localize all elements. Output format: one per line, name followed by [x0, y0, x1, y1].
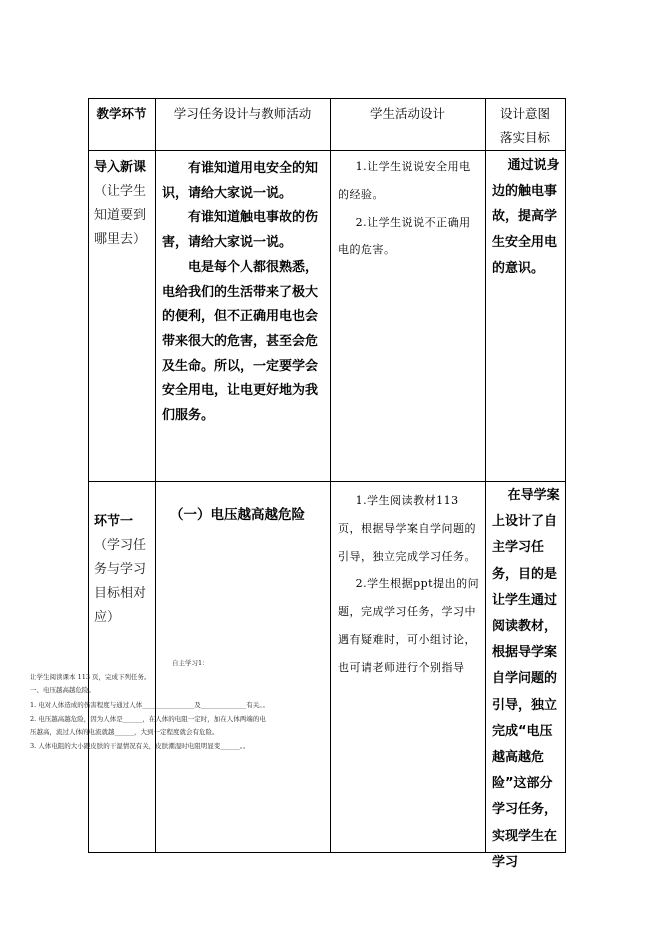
row2-task-heading: （一）电压越高越危险 — [170, 507, 305, 523]
student-paragraph: 1.学生阅读教材113页，根据导学案自学问题的引导，独立完成学习任务。 — [338, 494, 476, 563]
worksheet-line: 让学生阅读课本 113 页，完成下列任务。 — [30, 673, 151, 681]
row1-teacher-activity — [162, 157, 328, 429]
row2-student-activity — [338, 487, 480, 682]
table-col-divider-2 — [330, 98, 331, 853]
worksheet-line: 一、电压越高越危险。 — [30, 686, 95, 694]
table-border-left — [88, 98, 89, 853]
worksheet-title: 自主学习1： — [172, 659, 209, 667]
row1-design-intent — [492, 153, 563, 282]
row2-stage-sub-2: 务与学习 — [94, 562, 147, 577]
row2-stage-title: 环节一 — [94, 514, 134, 529]
header-teaching-stage: 教学环节 — [96, 106, 147, 121]
student-paragraph: 2.学生根据ppt提出的问题，完成学习任务，学习中遇有疑难时，可小组讨论，也可请老师进行个别指导 — [338, 577, 480, 674]
row2-stage — [94, 510, 154, 630]
table-border-row1-bottom — [88, 481, 566, 482]
intent-paragraph: 通过说身边的触电事故，提高学生安全用电的意识。 — [492, 158, 560, 276]
row1-stage — [94, 156, 154, 252]
row2-design-intent — [492, 483, 563, 876]
teacher-paragraph: 电是每个人都很熟悉，电给我们的生活带来了极大的便利，但不正确用电也会带来很大的危害，甚至会危及生命。所以，一定要学会安全用电，让电更好地为我们服务。 — [162, 259, 319, 424]
worksheet-line: 3. 人体电阻的大小跟皮肤的干湿情况有关，皮肤潮湿时电阻明显变______。。 — [30, 742, 250, 750]
worksheet-line: 2. 电压越高越危险，因为人体是______，在人体的电阻一定时，加在人体两端的电 — [30, 715, 266, 723]
table-border-top — [88, 98, 566, 99]
row1-stage-sub-3: 哪里去） — [94, 232, 147, 247]
header-student-activity: 学生活动设计 — [369, 106, 445, 121]
row2-stage-sub-1: （学习任 — [94, 538, 147, 553]
worksheet-line: 1. 电对人体造成的伤害程度与通过人体________________及______________有关。。 — [30, 701, 270, 709]
row1-stage-sub-1: （让学生 — [94, 184, 147, 199]
row2-stage-sub-4: 应） — [94, 610, 121, 625]
row2-stage-sub-3: 目标相对 — [94, 586, 147, 601]
worksheet-line: 压越高，流过人体的电流就越______，大到一定程度就会有危险。 — [30, 728, 219, 736]
table-col-divider-3 — [485, 98, 486, 853]
teacher-paragraph: 有谁知道用电安全的知识，请给大家说一说。 — [162, 161, 319, 201]
teacher-paragraph: 有谁知道触电事故的伤害，请给大家说一说。 — [162, 210, 319, 251]
header-teacher-activity: 学习任务设计与教师活动 — [173, 106, 312, 121]
table-col-divider-1 — [155, 98, 156, 853]
header-target: 落实目标 — [499, 130, 550, 145]
header-design-intent: 设计意图 — [499, 106, 550, 121]
table-border-header-bottom — [88, 150, 566, 151]
intent-paragraph: 在导学案上设计了自主学习任务，目的是让学生通过阅读教材，根据导学案自学问题的引导，独立完成“电压越高越危险”这部分学习任务， 实现学生在学习 — [492, 488, 560, 870]
table-border-right — [565, 98, 566, 853]
row1-stage-title: 导入新课 — [94, 160, 147, 175]
row1-student-activity — [338, 153, 480, 264]
student-paragraph: 1.让学生说说安全用电的经验。 — [338, 160, 471, 201]
student-paragraph: 2.让学生说说不正确用电的危害。 — [338, 215, 471, 257]
row1-stage-sub-2: 知道要到 — [94, 208, 147, 223]
